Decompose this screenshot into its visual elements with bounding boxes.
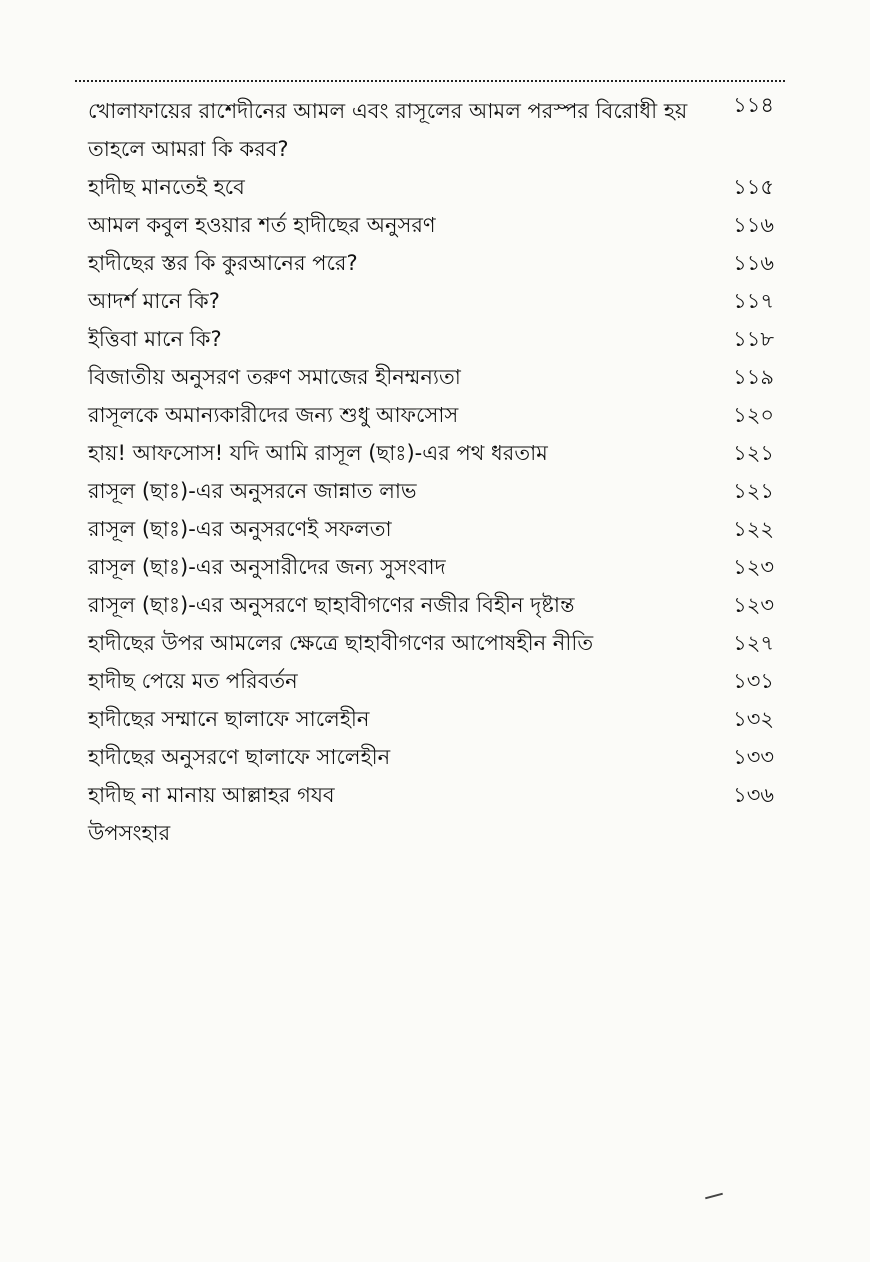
toc-entry-title: আদর্শ মানে কি?: [88, 289, 220, 313]
toc-entry-title: আমল কবুল হওয়ার শর্ত হাদীছের অনুসরণ: [88, 213, 436, 237]
toc-entry: [88, 662, 788, 700]
toc-entry: [88, 168, 788, 206]
toc-entry-page: ১৩২: [733, 707, 774, 731]
toc-entry: [88, 92, 788, 168]
toc-entry-title: হাদীছের অনুসরণে ছালাফে সালেহীন: [88, 745, 391, 769]
toc-entry-title: হাদীছের উপর আমলের ক্ষেত্রে ছাহাবীগণের আপোষহীন নীতি: [88, 631, 594, 655]
toc-entry-title: হাদীছ না মানায় আল্লাহর গযব: [88, 783, 335, 807]
toc-entry-page: ১১৬: [733, 213, 774, 237]
toc-entry: [88, 814, 788, 852]
toc-entry-page: ১৩৩: [733, 745, 774, 769]
toc-entry-page: ১২১: [733, 441, 774, 465]
toc-entry-title: ইত্তিবা মানে কি?: [88, 327, 222, 351]
toc-entry: [88, 700, 788, 738]
toc-entry-title: খোলাফায়ের রাশেদীনের আমল এবং রাসূলের আমল পরস্পর বিরোধী হয় তাহলে আমরা কি করব?: [88, 99, 688, 161]
toc-entry: [88, 320, 788, 358]
toc-entry: [88, 624, 788, 662]
toc-entry-title: হাদীছ পেয়ে মত পরিবর্তন: [88, 669, 298, 693]
toc-entry-title: হাদীছের স্তর কি কুরআনের পরে?: [88, 251, 358, 275]
toc-entry: [88, 358, 788, 396]
toc-entry-title: হাদীছ মানতেই হবে: [88, 175, 245, 199]
toc-entry-page: ১২৩: [733, 555, 774, 579]
toc-entry-page: ১২১: [733, 479, 774, 503]
toc-entry-page: ১৩৬: [733, 783, 774, 807]
toc-entry-page: ১১৬: [733, 251, 774, 275]
toc-entry-title: রাসূল (ছাঃ)-এর অনুসারীদের জন্য সুসংবাদ: [88, 555, 446, 579]
toc-entry-page: ১১৪: [733, 93, 774, 117]
toc-entry-page: ১১৭: [733, 289, 774, 313]
toc-entry-title: হাদীছের সম্মানে ছালাফে সালেহীন: [88, 707, 370, 731]
toc-entry: [88, 472, 788, 510]
pen-mark: [705, 1193, 723, 1200]
toc-entry-page: ১২৩: [733, 593, 774, 617]
toc-entry-title: উপসংহার: [88, 821, 171, 845]
toc-entry-title: বিজাতীয় অনুসরণ তরুণ সমাজের হীনম্মন্যতা: [88, 365, 461, 389]
toc-entry-page: ১২০: [733, 403, 774, 427]
toc-entry: [88, 738, 788, 776]
toc-entry-page: ১৩১: [733, 669, 774, 693]
toc-entry-title: রাসূল (ছাঃ)-এর অনুসরণে ছাহাবীগণের নজীর বিহীন দৃষ্টান্ত: [88, 593, 575, 617]
table-of-contents: [88, 92, 788, 852]
toc-entry-page: ১১৯: [733, 365, 774, 389]
toc-entry-page: ১১৮: [733, 327, 774, 351]
dotted-separator: [75, 80, 785, 82]
toc-entry: [88, 244, 788, 282]
toc-entry-title: রাসূল (ছাঃ)-এর অনুসরনে জান্নাত লাভ: [88, 479, 417, 503]
toc-entry: [88, 206, 788, 244]
toc-entry-title: রাসূলকে অমান্যকারীদের জন্য শুধু আফসোস: [88, 403, 459, 427]
toc-entry: [88, 776, 788, 814]
toc-entry: [88, 282, 788, 320]
toc-entry-page: ১১৫: [733, 175, 774, 199]
toc-entry-page: ১২৭: [733, 631, 774, 655]
toc-entry: [88, 434, 788, 472]
toc-entry: [88, 396, 788, 434]
toc-entry: [88, 548, 788, 586]
toc-entry-page: ১২২: [733, 517, 774, 541]
toc-entry-title: হায়! আফসোস! যদি আমি রাসূল (ছাঃ)-এর পথ ধরতাম: [88, 441, 548, 465]
toc-entry: [88, 586, 788, 624]
toc-entry: [88, 510, 788, 548]
toc-entry-title: রাসূল (ছাঃ)-এর অনুসরণেই সফলতা: [88, 517, 392, 541]
